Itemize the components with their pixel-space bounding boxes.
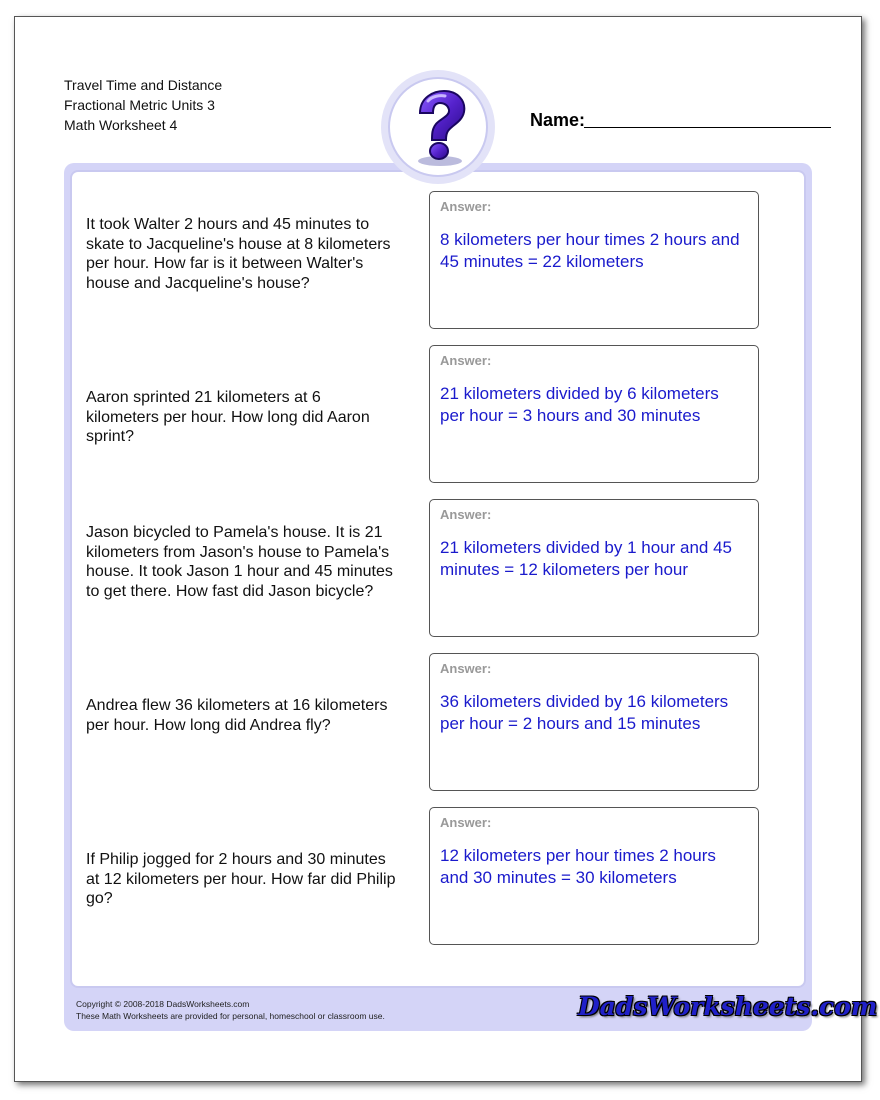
question-mark-icon — [390, 79, 486, 175]
answer-box-1 — [429, 191, 759, 329]
answer-box-5 — [429, 807, 759, 945]
brand-logo[interactable]: DadsWorksheets.com — [578, 992, 878, 1021]
answer-label: Answer: — [440, 353, 492, 368]
answer-label: Answer: — [440, 661, 492, 676]
question-3: Jason bicycled to Pamela's house. It is 21 kilometers from Jason's house to Pamela's house. It took Jason 1 hour and 45 minutes to get there. How fast did Jason bicycle? — [86, 524, 393, 600]
worksheet-title: Travel Time and Distance — [64, 77, 223, 93]
logo-badge — [381, 70, 495, 184]
question-2: Aaron sprinted 21 kilometers at 6 kilometers per hour. How long did Aaron sprint? — [86, 389, 370, 445]
question-1: It took Walter 2 hours and 45 minutes to skate to Jacqueline's house at 8 kilometers per hour. How far is it between Walter's house and Jacqueline's house? — [86, 216, 391, 292]
worksheet-subtitle: Fractional Metric Units 3 — [64, 97, 215, 113]
logo-ring — [388, 77, 488, 177]
usage-note: These Math Worksheets are provided for personal, homeschool or classroom use. — [76, 1011, 385, 1021]
answer-label: Answer: — [440, 199, 492, 214]
question-4: Andrea flew 36 kilometers at 16 kilometers per hour. How long did Andrea fly? — [86, 697, 388, 734]
answer-text: 12 kilometers per hour times 2 hours and 30 minutes = 30 kilometers — [440, 846, 716, 887]
answer-text: 8 kilometers per hour times 2 hours and 45 minutes = 22 kilometers — [440, 230, 740, 271]
answer-text: 36 kilometers divided by 16 kilometers per hour = 2 hours and 15 minutes — [440, 692, 729, 733]
footer-copyright — [76, 998, 385, 1022]
name-line — [584, 127, 831, 128]
answer-box-4 — [429, 653, 759, 791]
answer-text: 21 kilometers divided by 6 kilometers per hour = 3 hours and 30 minutes — [440, 384, 719, 425]
answer-label: Answer: — [440, 507, 492, 522]
answer-box-3 — [429, 499, 759, 637]
question-5: If Philip jogged for 2 hours and 30 minutes at 12 kilometers per hour. How far did Philip go? — [86, 851, 396, 907]
answer-text: 21 kilometers divided by 1 hour and 45 minutes = 12 kilometers per hour — [440, 538, 733, 579]
answer-box-2 — [429, 345, 759, 483]
worksheet-number: Math Worksheet 4 — [64, 117, 178, 133]
name-label: Name: — [530, 110, 586, 130]
answer-label: Answer: — [440, 815, 492, 830]
copyright-text: Copyright © 2008-2018 DadsWorksheets.com — [76, 999, 250, 1009]
